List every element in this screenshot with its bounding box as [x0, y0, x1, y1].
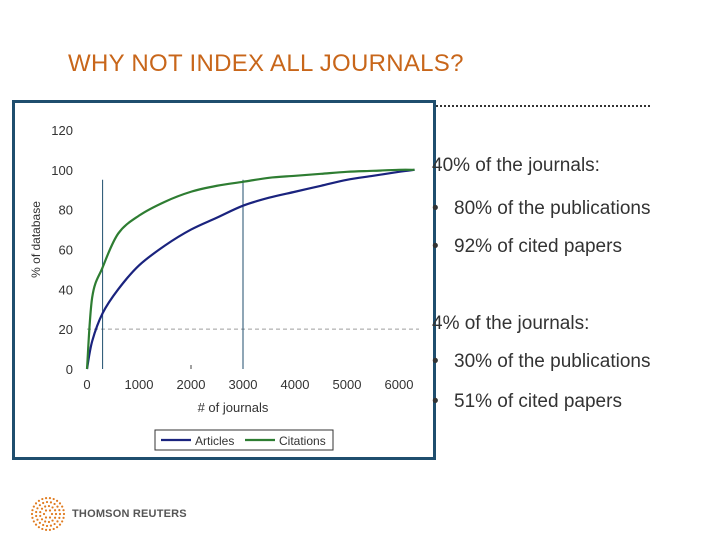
logo-dot [36, 507, 38, 509]
logo-dot [59, 513, 61, 515]
bullet-heading-40pct: 40% of the journals: [432, 155, 600, 176]
x-tick-label: 5000 [332, 377, 362, 392]
logo-dot [63, 513, 65, 515]
logo-dot [36, 519, 38, 521]
logo-dot [53, 498, 55, 500]
legend-label-articles: Articles [195, 434, 235, 448]
logo-text: THOMSON REUTERS [72, 508, 187, 520]
logo-dot [35, 511, 37, 513]
y-tick-label: 60 [58, 242, 73, 258]
logo-dot [39, 504, 41, 506]
bullet-item [432, 198, 650, 220]
logo-dot [51, 513, 53, 515]
logo-dot [41, 508, 43, 510]
logo-dot [56, 526, 58, 528]
logo-dot [41, 498, 43, 500]
logo-dot [61, 505, 63, 507]
logo-dot [54, 509, 56, 511]
logo-dot [35, 502, 37, 504]
x-tick-label: 6000 [384, 377, 414, 392]
y-tick-label: 20 [58, 322, 73, 338]
logo-dot [51, 506, 53, 508]
logo-dot [59, 502, 61, 504]
bullet-item [432, 391, 622, 413]
legend-label-citations: Citations [279, 434, 326, 448]
bullet-dot: • [432, 236, 439, 257]
logo-dot [45, 529, 47, 531]
logo-dot [62, 509, 64, 511]
bullet-text: 80% of the publications [454, 198, 651, 219]
logo-dot [48, 521, 50, 523]
bullet-text: 92% of cited papers [454, 236, 622, 257]
y-tick-label: 120 [51, 123, 73, 138]
logo-dot [53, 503, 55, 505]
logo-dot [33, 505, 35, 507]
logo-dot [46, 501, 48, 503]
bullet-text: 51% of cited papers [454, 391, 622, 412]
bullet-item [432, 351, 650, 373]
logo-dot [39, 511, 41, 513]
logo-dot [49, 497, 51, 499]
logo-dot [50, 525, 52, 527]
bullet-dot: • [432, 198, 439, 219]
logo-dot [31, 513, 33, 515]
logo-dot [45, 509, 47, 511]
logo-dot [56, 520, 58, 522]
bullet-dot: • [432, 351, 439, 372]
logo-dot [59, 524, 61, 526]
logo-dot [38, 500, 40, 502]
logo-dot [44, 505, 46, 507]
logo-dot [35, 524, 37, 526]
y-tick-label: 0 [65, 362, 73, 377]
logo-dot [46, 525, 48, 527]
chart-frame [12, 100, 436, 460]
logo-dot [43, 513, 45, 515]
bullet-dot: • [432, 391, 439, 412]
y-tick-label: 100 [51, 162, 73, 178]
logo-dot [31, 509, 33, 511]
thomson-reuters-logo [30, 496, 187, 532]
logo-dot [41, 518, 43, 520]
logo-dot [38, 526, 40, 528]
bullet-text: 30% of the publications [454, 351, 651, 372]
logo-dot [62, 517, 64, 519]
y-tick-label: 80 [58, 202, 73, 218]
dotted-divider [436, 105, 650, 107]
bullet-item [432, 236, 622, 258]
x-tick-label: 0 [83, 377, 91, 392]
logo-dot [42, 502, 44, 504]
logo-dot [61, 520, 63, 522]
logo-dot [49, 509, 51, 511]
logo-dot [48, 505, 50, 507]
logo-dot [45, 516, 47, 518]
logo-dot [31, 517, 33, 519]
slide-title: WHY NOT INDEX ALL JOURNALS? [68, 50, 464, 77]
coverage-chart [15, 103, 433, 457]
logo-dot [58, 517, 60, 519]
logo-dot [33, 520, 35, 522]
x-tick-label: 2000 [176, 377, 206, 392]
logo-dot [35, 515, 37, 517]
logo-dot [39, 522, 41, 524]
logo-dot [55, 513, 57, 515]
logo-dot [44, 520, 46, 522]
logo-dot [45, 497, 47, 499]
logo-dot [58, 509, 60, 511]
logo-dot [50, 501, 52, 503]
x-tick-label: 4000 [280, 377, 310, 392]
logo-dot [42, 524, 44, 526]
x-axis-title: # of journals [197, 400, 269, 415]
logo-dot [56, 506, 58, 508]
y-axis-title: % of database [29, 201, 43, 278]
logo-dot [41, 528, 43, 530]
logo-dot [53, 523, 55, 525]
series-line-articles [87, 170, 415, 369]
logo-dot [54, 517, 56, 519]
logo-dot [39, 515, 41, 517]
x-tick-label: 1000 [124, 377, 154, 392]
logo-dot [49, 529, 51, 531]
logo-dot [49, 516, 51, 518]
logo-dot-sphere-icon [30, 496, 66, 532]
logo-dot [51, 519, 53, 521]
logo-dot [56, 500, 58, 502]
logo-dot [53, 528, 55, 530]
x-tick-label: 3000 [228, 377, 258, 392]
y-tick-label: 40 [58, 282, 73, 298]
bullet-heading-4pct: 4% of the journals: [432, 313, 590, 334]
